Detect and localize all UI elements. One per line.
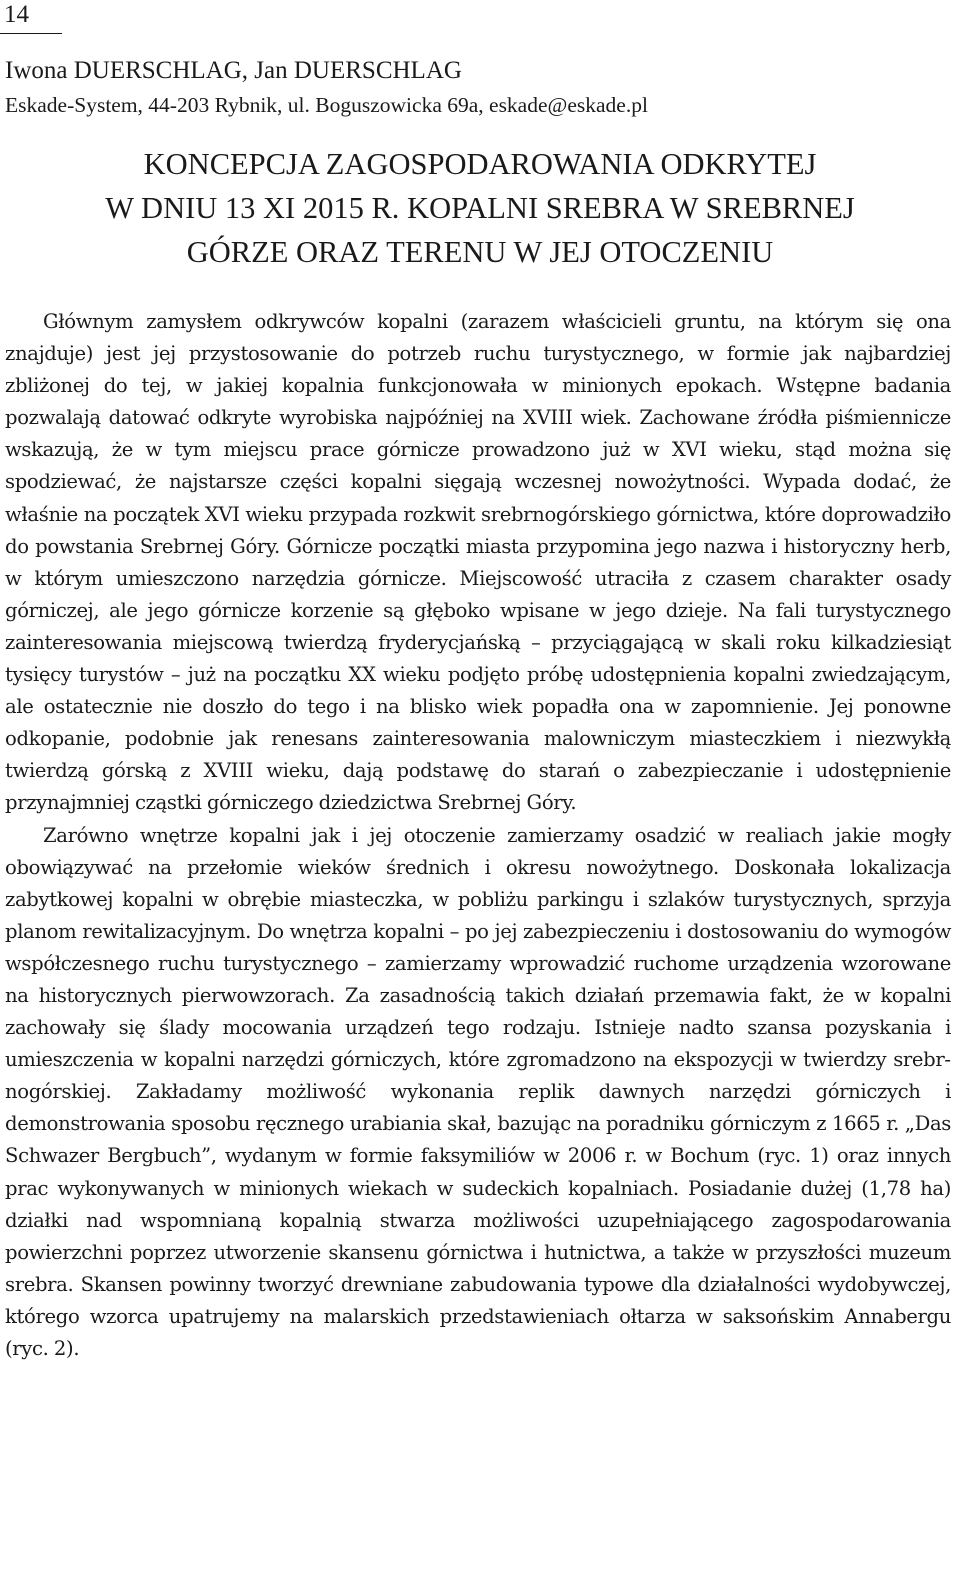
body-paragraph: Zarówno wnętrze kopalni jak i jej otoczenie zamierzamy osadzić w realiach jakie mogły obowiązywać na przełomie wieków średnich i okresu nowożytnego. Doskonała lokalizacja zabytkowej kopalni w obrębie miasteczka, w pobliżu parkingu i szlaków turystycznych, sprzyja planom rewitalizacyjnym. Do wnętrza kopalni – po jej zabezpieczeniu i dostosowaniu do wymogów współczesnego ruchu turystycznego – zamierzamy wprowadzić ruchome urządzenia wzorowane na historycznych pierwowzorach. Za zasadnością takich działań przemawia fakt, że w kopalni zachowały się ślady mocowania urządzeń tego rodzaju. Istnieje nadto szansa pozyskania i umieszczenia w kopalni narzędzi górniczych, które zgromadzono na ekspozycji w twierdzy srebrnogórskiej. Zakładamy możliwość wykonania replik dawnych narzędzi górniczych i demonstrowania sposobu ręcznego urabiania skał, bazując na poradniku górniczym z 1665 r. „Das Schwazer Bergbuch”, wydanym w formie faksymiliów w 2006 r. w Bochum (ryc. 1) oraz innych prac wykonywanych w minionych wiekach w sudeckich kopalniach. Posiadanie dużej (1,78 ha) działki nad wspomnianą kopalnią stwarza możliwości uzupełniającego zagospodarowania powierzchni poprzez utworzenie skansenu górnictwa i hutnictwa, a także w przyszłości muzeum srebra. Skansen powinny tworzyć drewniane zabudowania typowe dla działalności wydobywczej, którego wzorca upatrujemy na malarskich przedstawieniach ołtarza w saksońskim Annabergu (ryc. 2). — [5, 823, 951, 1360]
body-paragraph: Głównym zamysłem odkrywców kopalni (zarazem właścicieli gruntu, na którym się ona znajduje) jest jej przystosowanie do potrzeb ruchu turystycznego, w formie jak najbardziej zbliżonej do tej, w jakiej kopalnia funkcjonowała w minionych epokach. Wstępne badania pozwalają datować odkryte wyrobiska najpóźniej na XVIII wiek. Zachowane źródła piśmiennicze wskazują, że w tym miejscu prace górnicze prowadzono już w XVI wieku, stąd można się spodziewać, że najstarsze części kopalni sięgają wczesnej nowożytności. Wypada dodać, że właśnie na początek XVI wieku przypada rozkwit srebrnogórskiego górnictwa, które doprowadziło do powstania Srebrnej Góry. Górnicze początki miasta przypomina jego nazwa i historyczny herb, w którym umieszczono narzędzia górnicze. Miejscowość utraciła z czasem charakter osady górniczej, ale jego górnicze korzenie są głęboko wpisane w jego dzieje. Na fali turystycznego zainteresowania miejscową twierdzą fryderycjańską – przyciągającą w skali roku kilkadziesiąt tysięcy turystów – już na początku XX wieku podjęto próbę udostępnienia kopalni zwiedzającym, ale ostatecznie nie doszło do tego i na blisko wiek popadła ona w zapomnienie. Jej ponowne odkopanie, podobnie jak renesans zainteresowania malowniczym miasteczkiem i niezwykłą twierdzą górską z XVIII wieku, dają podstawę do starań o zabezpieczanie i udostępnienie przynajmniej cząstki górniczego dziedzictwa Srebrnej Góry. — [5, 310, 951, 815]
page-number-rule — [0, 33, 62, 34]
article-body — [5, 306, 951, 1365]
page-number: 14 — [4, 1, 29, 28]
article-title — [0, 142, 960, 274]
title-line: GÓRZE ORAZ TERENU W JEJ OTOCZENIU — [186, 235, 774, 269]
authors-line: Iwona DUERSCHLAG, Jan DUERSCHLAG — [5, 57, 462, 84]
title-line: KONCEPCJA ZAGOSPODAROWANIA ODKRYTEJ — [143, 147, 817, 181]
affiliation-line: Eskade-System, 44-203 Rybnik, ul. Boguszowicka 69a, eskade@eskade.pl — [5, 93, 648, 117]
title-line: W DNIU 13 XI 2015 R. KOPALNI SREBRA W SREBRNEJ — [105, 191, 855, 225]
